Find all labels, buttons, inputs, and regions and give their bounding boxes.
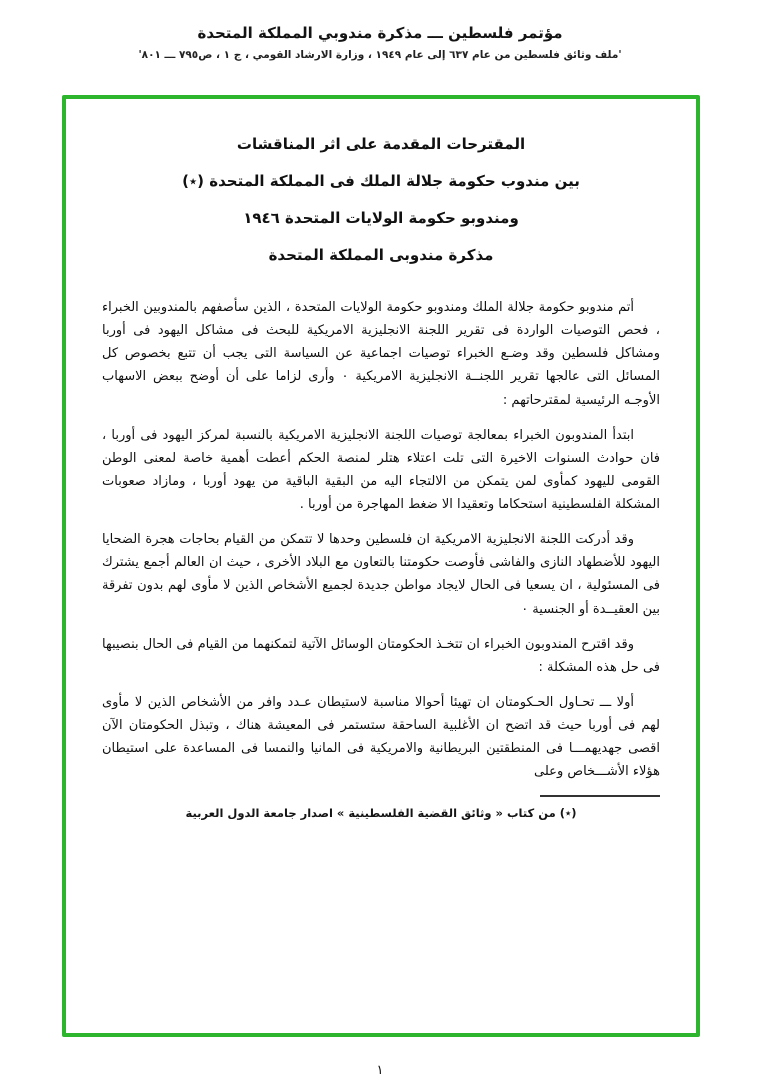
- page-number: ١: [376, 1063, 384, 1078]
- paragraph: ابتدأ المندوبون الخبراء بمعالجة توصيات اللجنة الانجليزية الامريكية بالنسبة لمركز اليهود فى أوربا ، فان حوادث السنوات الاخيرة التى تلت اعتلاء هتلر لمنصة الحكم أعطت أهمية خاصة لمعنى الوطن القومى لليهود كمأوى لمن يتمكن من الالتجاء اليه من البقية الباقية من يهود أوربا ، ومازاد صعوبات المشكلة الفلسطينية استحكاما وتعقيدا الا ضغط المهاجرة من أوربا .: [102, 427, 660, 512]
- header-title: مؤتمر فلسطين ـــ مذكرة مندوبي المملكة المتحدة: [197, 24, 563, 42]
- page-header: [0, 0, 760, 61]
- paragraph: وقد أدركت اللجنة الانجليزية الامريكية ان فلسطين وحدها لا تتمكن من القيام بحاجات هجرة الضحايا اليهود للأضطهاد النازى والفاشى فأوصت حكومتنا بالتعاون مع البلاد الأخرى ، حيث ان العالم أجمع يشترك فى المسئولية ، ان يسعيا فى الحال لايجاد مواطن جديدة لجميع الأشخاص الذين لا مأوى لهم بدون تفرقة بين العقيــدة أو الجنسية ٠: [102, 532, 660, 617]
- doc-heading-uk-memorandum: مذكرة مندوبى المملكة المتحدة: [268, 246, 494, 264]
- header-source-line: 'ملف وثائق فلسطين من عام ٦٣٧ إلى عام ١٩٤٩ ، وزارة الارشاد القومي ، ج ١ ، ص٧٩٥ ـــ ٨٠١': [138, 49, 622, 61]
- doc-heading-us-delegates-1946: ومندوبو حكومة الولايات المتحدة ١٩٤٦: [243, 209, 519, 227]
- footnote-divider: [540, 795, 660, 797]
- document-headings: [102, 135, 660, 264]
- document-body: [102, 296, 660, 783]
- document-border-box: [62, 95, 700, 1037]
- doc-heading-proposals: المقترحات المقدمة على اثر المناقشات: [236, 135, 526, 153]
- paragraph-list-item-first: أولا ـــ تحـاول الحـكومتان ان تهيئا أحوالا مناسبة لاستيطان عـدد وافر من الأشخاص الذين لا مأوى لهم فى أوربا حيث قد اتضح ان الأغلبية الساحقة ستستمر فى المعيشة هناك ، وتبذل الحكومتان الآن اقصى جهديهمـــا فى المنطقتين البريطانية والامريكية فى المانيا والنمسا فى المساعدة على استيطان هؤلاء الأشـــخاص وعلى: [102, 694, 660, 780]
- footnote: (٭) من كتاب « وثائق القضية الفلسطينية » اصدار جامعة الدول العربية: [185, 806, 577, 821]
- paragraph: وقد اقترح المندوبون الخبراء ان تتخـذ الحكومتان الوسائل الآتية لتمكنهما من القيام فى الحال بنصيبها فى حل هذه المشكلة :: [102, 636, 660, 675]
- doc-heading-between-delegates: بين مندوب حكومة جلالة الملك فى المملكة المتحدة (٭): [182, 172, 580, 190]
- paragraph: أتم مندوبو حكومة جلالة الملك ومندوبو حكومة الولايات المتحدة ، الذين سأصفهم بالمندوبين الخبراء ، فحص التوصيات الواردة فى تقرير اللجنة الانجليزية الامريكية للبحث فى مشاكل اليهود فى أوربا ومشاكل فلسطين وقد وضـع الخبراء توصيات اجماعية عن السياسة التى يجب أن تتبع بخصوص كل المسائل التى عالجها تقرير اللجنــة الانجليزية الامريكية ٠ وأرى لزاما على أن أوضح ببعض الاسهاب الأوجـه الرئيسية لمقترحاتهم :: [102, 300, 660, 408]
